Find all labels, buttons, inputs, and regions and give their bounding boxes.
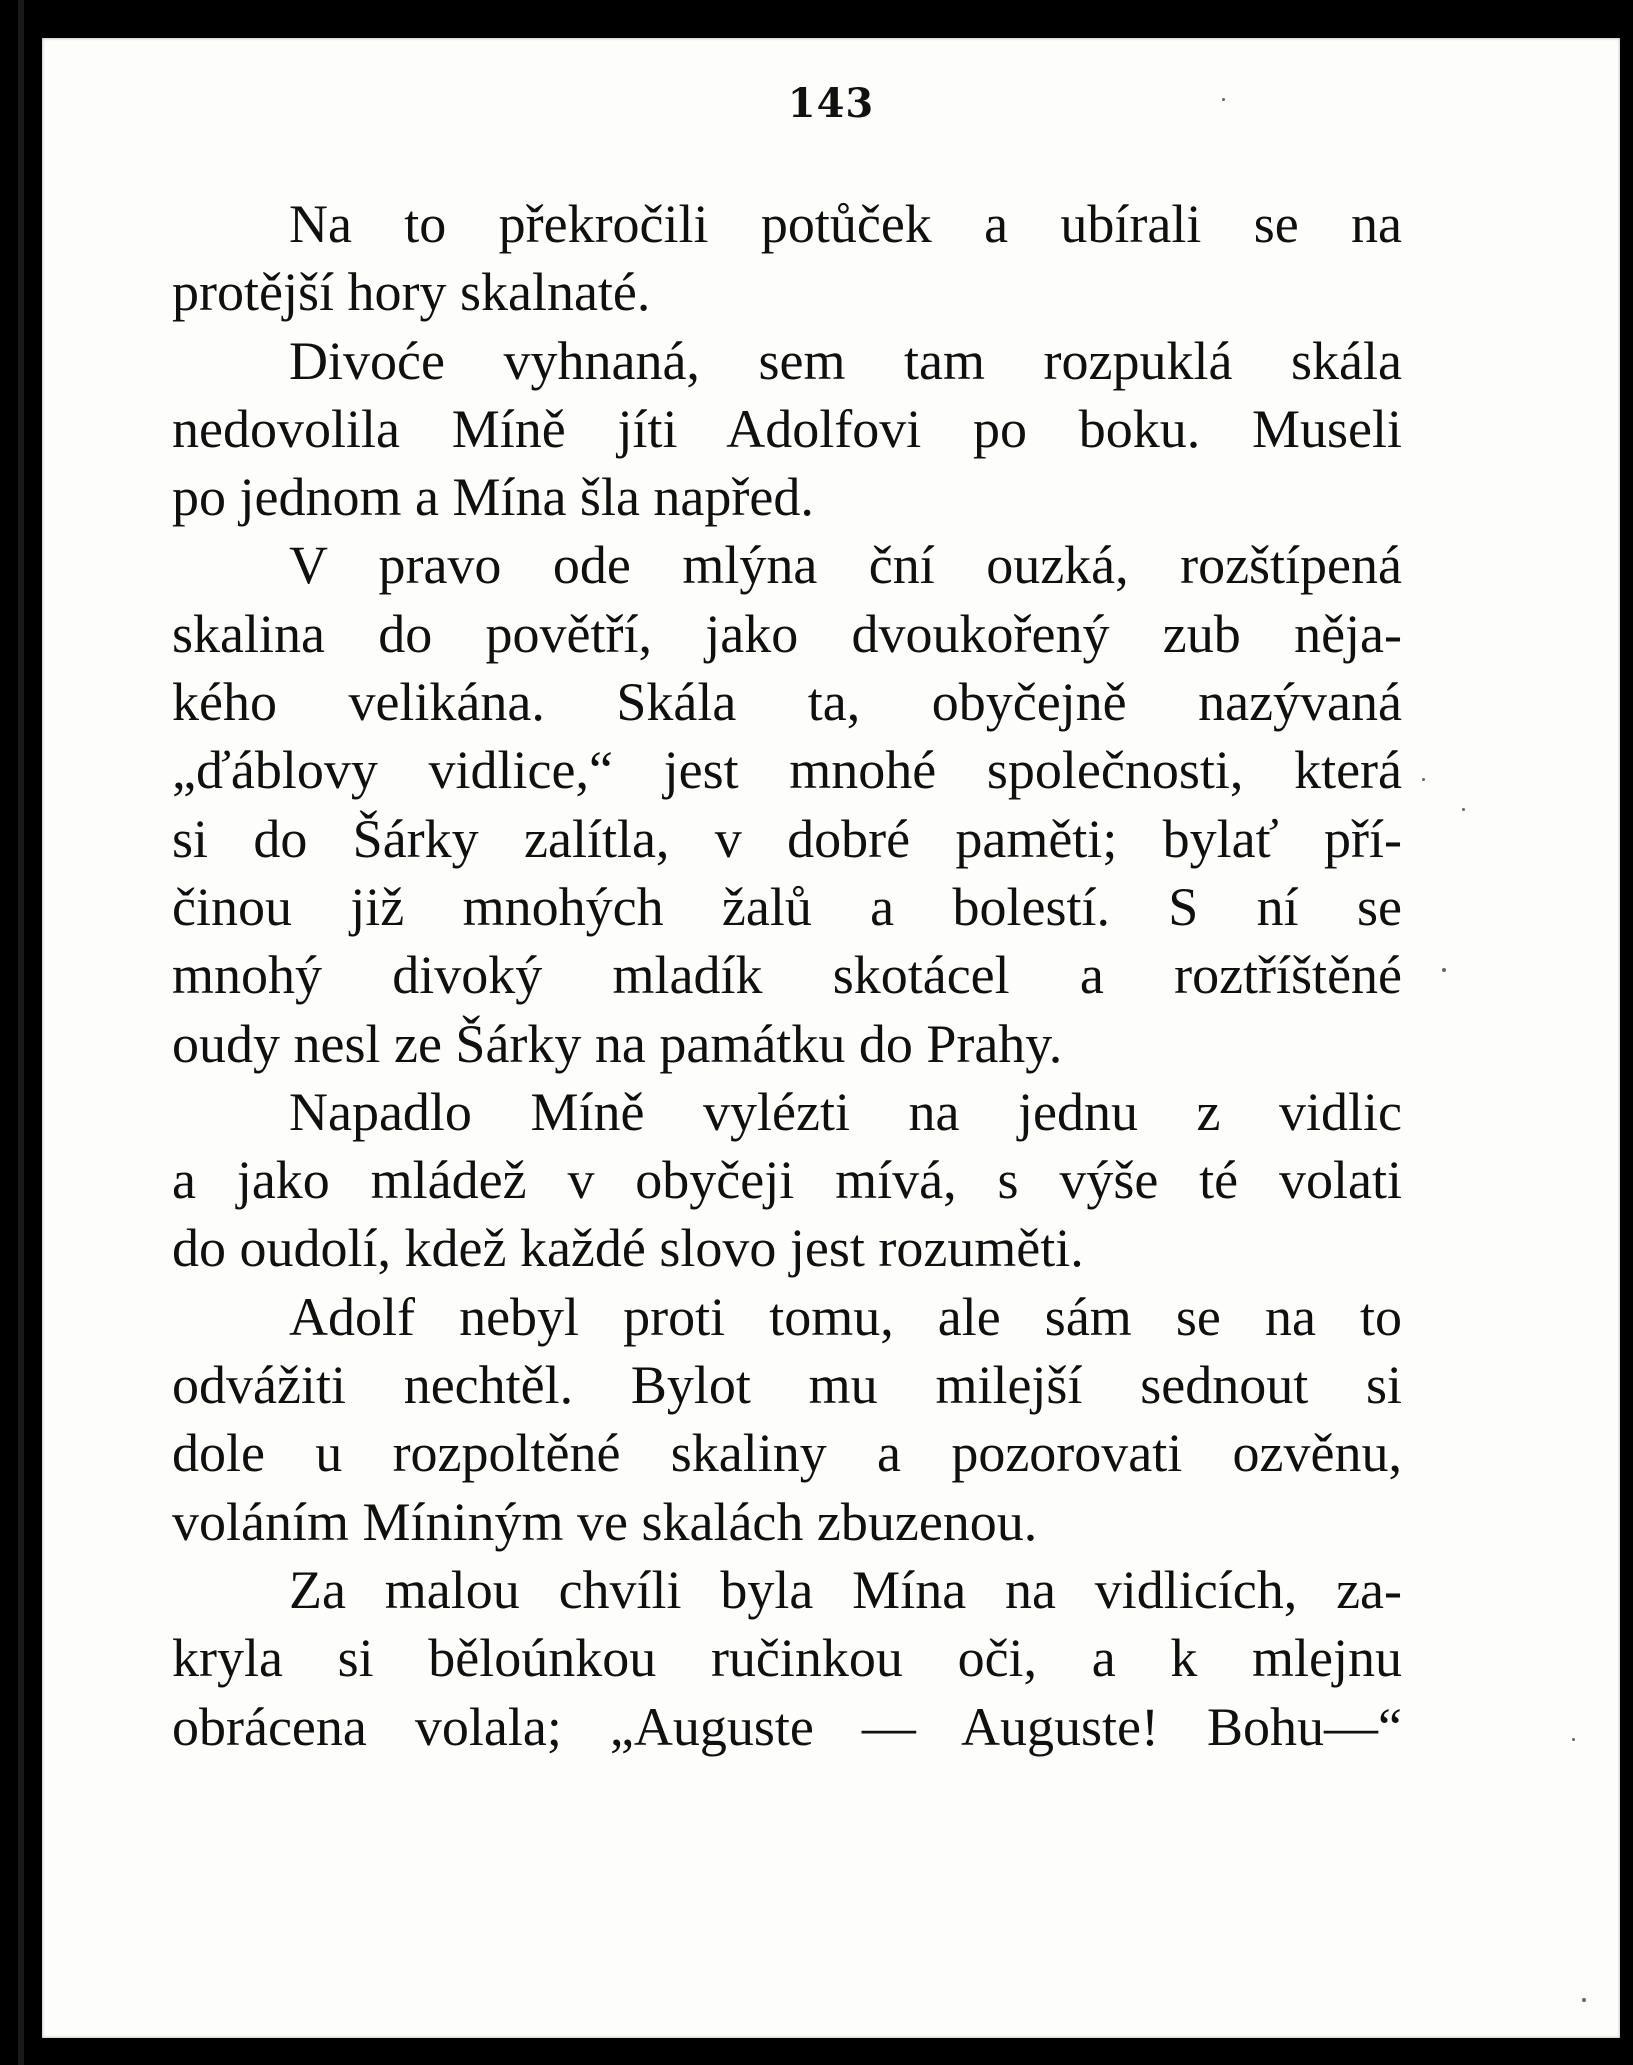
text-line: „ďáblovy vidlice,“ jest mnohé společnosti, která (172, 740, 1402, 801)
text-line: Divoće vyhnaná, sem tam rozpuklá skála (289, 330, 1402, 391)
scan-speck (1222, 98, 1225, 101)
text-line: a jako mládež v obyčeji mívá, s výše té volati (172, 1150, 1402, 1211)
scan-speck (1442, 968, 1446, 972)
text-line: Za malou chvíli byla Mína na vidlicích, za- (289, 1559, 1402, 1620)
text-line: po jednom a Mína šla napřed. (172, 467, 814, 528)
text-line: skalina do povětří, jako dvoukořený zub něja- (172, 603, 1402, 664)
text-line: si do Šárky zalítla, v dobré paměti; bylať pří- (172, 808, 1402, 869)
text-line: Napadlo Míně vylézti na jednu z vidlic (289, 1081, 1402, 1142)
text-line: dole u rozpoltěné skaliny a pozorovati ozvěnu, (172, 1423, 1402, 1484)
text-line: V pravo ode mlýna ční ouzká, rozštípená (289, 535, 1402, 596)
text-line: do oudolí, kdež každé slovo jest rozuměti. (172, 1218, 1084, 1279)
text-line: Adolf nebyl proti tomu, ale sám se na to (289, 1286, 1402, 1347)
page-edge-shadow (18, 0, 24, 2065)
text-line: odvážiti nechtěl. Bylot mu milejší sednout si (172, 1355, 1402, 1416)
text-line: mnohý divoký mladík skotácel a roztříštěné (172, 945, 1402, 1006)
scan-speck (1462, 808, 1465, 811)
text-line: Na to překročili potůček a ubírali se na (289, 194, 1402, 254)
text-line: kého velikána. Skála ta, obyčejně nazývaná (172, 672, 1402, 733)
scan-speck (1422, 778, 1425, 781)
text-line: činou již mnohých žalů a bolestí. S ní se (172, 876, 1402, 937)
text-line: oudy nesl ze Šárky na památku do Prahy. (172, 1013, 1063, 1074)
text-line: kryla si běloúnkou ručinkou oči, a k mlejnu (172, 1628, 1402, 1689)
book-page (42, 38, 1620, 2038)
text-line: obrácena volala; „Auguste — Auguste! Bohu—“ (172, 1696, 1402, 1757)
text-line: voláním Míniným ve skalách zbuzenou. (172, 1491, 1038, 1552)
text-line: protější hory skalnaté. (172, 262, 651, 323)
text-line: nedovolila Míně jíti Adolfovi po boku. Museli (172, 398, 1402, 459)
scan-speck (1582, 1998, 1586, 2002)
body-text (172, 190, 1402, 1761)
scan-speck (1572, 1738, 1575, 1741)
page-number: 143 (787, 80, 875, 127)
